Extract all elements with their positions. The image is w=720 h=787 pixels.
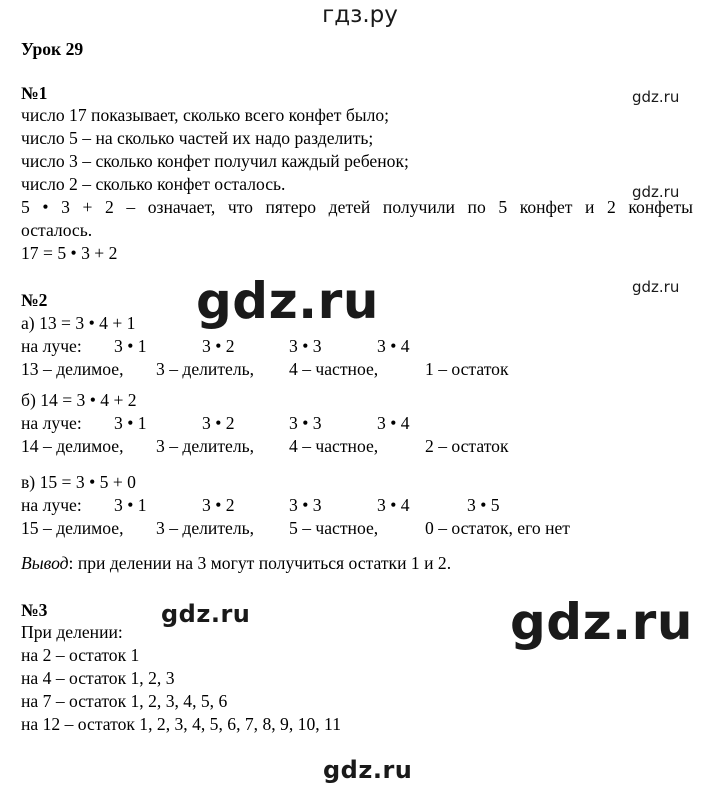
text-line: на 4 – остаток 1, 2, 3 xyxy=(21,668,175,688)
task-heading: №2 xyxy=(21,290,48,310)
site-watermark-top: гдз.ру xyxy=(322,2,398,28)
text-line: на 7 – остаток 1, 2, 3, 4, 5, 6 xyxy=(21,691,228,711)
ray-label: на луче: xyxy=(21,495,82,515)
text-line: число 2 – сколько конфет осталось. xyxy=(21,174,286,194)
watermark-bottom: gdz.ru xyxy=(323,756,413,784)
term-remainder: 2 – остаток xyxy=(425,436,509,456)
watermark-large: gdz.ru xyxy=(510,593,693,651)
term-divisor: 3 – делитель, xyxy=(156,436,255,456)
term-dividend: 15 – делимое, xyxy=(21,518,124,538)
watermark-medium: gdz.ru xyxy=(161,600,251,628)
ray-item: 3 • 1 xyxy=(114,495,147,515)
term-quotient: 5 – частное, xyxy=(289,518,379,538)
text-line: При делении: xyxy=(21,622,123,642)
term-quotient: 4 – частное, xyxy=(289,359,379,379)
ray-item: 3 • 4 xyxy=(377,336,410,356)
term-dividend: 13 – делимое, xyxy=(21,359,124,379)
watermark-large: gdz.ru xyxy=(196,272,379,330)
conclusion-label: Вывод xyxy=(21,553,69,573)
equation: а) 13 = 3 • 4 + 1 xyxy=(21,313,136,333)
text-line: на 12 – остаток 1, 2, 3, 4, 5, 6, 7, 8, 9, 10, 11 xyxy=(21,714,341,734)
ray-item: 3 • 2 xyxy=(202,495,235,515)
text-line: число 3 – сколько конфет получил каждый ребенок; xyxy=(21,151,409,171)
ray-item: 3 • 4 xyxy=(377,495,410,515)
ray-item: 3 • 5 xyxy=(467,495,500,515)
text-line: на 2 – остаток 1 xyxy=(21,645,140,665)
term-dividend: 14 – делимое, xyxy=(21,436,124,456)
lesson-title: Урок 29 xyxy=(21,39,84,59)
text-line-justified: 5 • 3 + 2 – означает, что пятеро детей получили по 5 конфет и 2 конфеты xyxy=(21,197,693,217)
watermark-small: gdz.ru xyxy=(632,88,680,106)
term-divisor: 3 – делитель, xyxy=(156,359,255,379)
equation: в) 15 = 3 • 5 + 0 xyxy=(21,472,136,492)
ray-label: на луче: xyxy=(21,413,82,433)
watermark-small: gdz.ru xyxy=(632,278,680,296)
equation: 17 = 5 • 3 + 2 xyxy=(21,243,118,263)
watermark-small: gdz.ru xyxy=(632,183,680,201)
ray-item: 3 • 3 xyxy=(289,336,322,356)
text-line: осталось. xyxy=(21,220,93,240)
ray-item: 3 • 1 xyxy=(114,336,147,356)
term-quotient: 4 – частное, xyxy=(289,436,379,456)
task-heading: №1 xyxy=(21,83,48,103)
text-line: число 5 – на сколько частей их надо разделить; xyxy=(21,128,374,148)
equation: б) 14 = 3 • 4 + 2 xyxy=(21,390,137,410)
term-divisor: 3 – делитель, xyxy=(156,518,255,538)
ray-item: 3 • 2 xyxy=(202,413,235,433)
ray-item: 3 • 1 xyxy=(114,413,147,433)
term-remainder: 0 – остаток, его нет xyxy=(425,518,570,538)
ray-label: на луче: xyxy=(21,336,82,356)
ray-item: 3 • 3 xyxy=(289,413,322,433)
text-line: число 17 показывает, сколько всего конфет было; xyxy=(21,105,390,125)
ray-item: 3 • 4 xyxy=(377,413,410,433)
task-heading: №3 xyxy=(21,600,48,620)
conclusion xyxy=(21,553,451,573)
ray-item: 3 • 2 xyxy=(202,336,235,356)
conclusion-text: : при делении на 3 могут получиться остатки 1 и 2. xyxy=(68,553,452,573)
ray-item: 3 • 3 xyxy=(289,495,322,515)
term-remainder: 1 – остаток xyxy=(425,359,509,379)
